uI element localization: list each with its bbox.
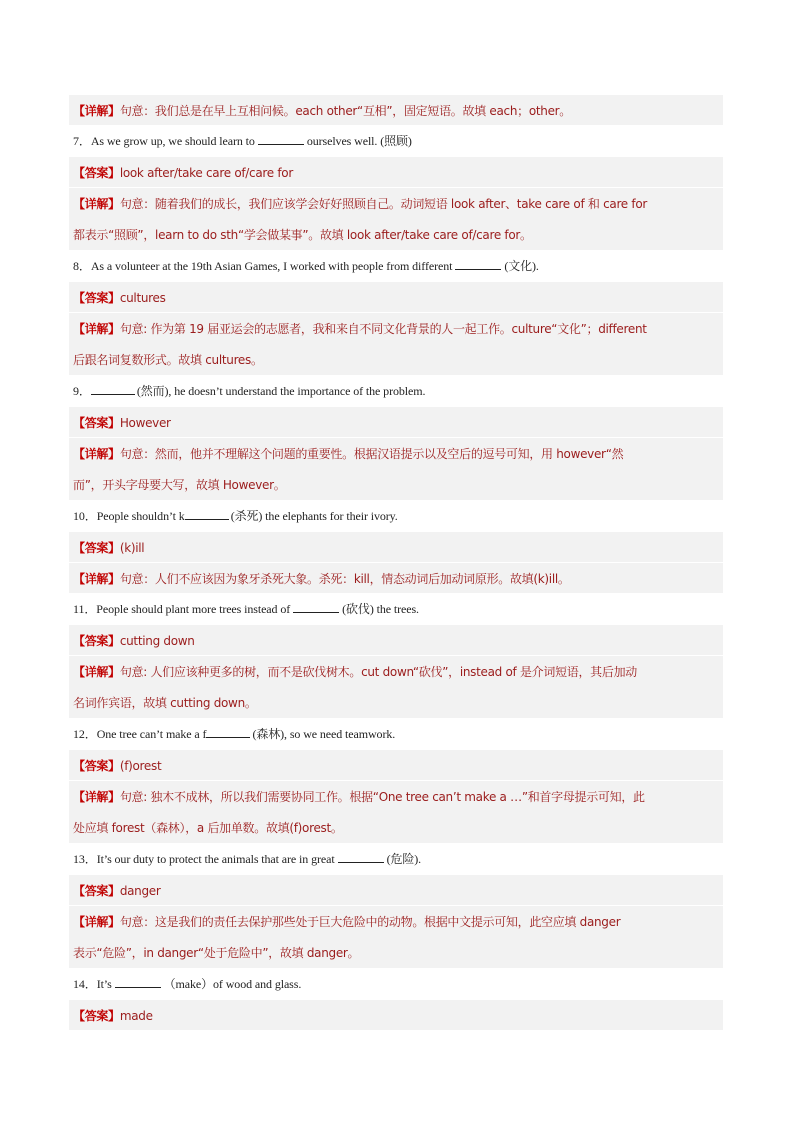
answer-line: [73, 1008, 153, 1024]
detail-tag: 【详解】: [73, 104, 120, 118]
question-number: 9．: [73, 384, 91, 398]
question-14: 14．It’s （make）of wood and glass.: [73, 977, 302, 991]
answer-blank: [115, 977, 161, 988]
detail-tag: 【详解】: [73, 447, 120, 461]
answer-tag: 【答案】: [73, 1009, 120, 1023]
answer-text: danger: [119, 884, 161, 898]
detail-text: 句意: 作为第 19 届亚运会的志愿者，我和来自不同文化背景的人一起工作。culture“文化”；different: [119, 322, 647, 336]
detail-line-2: 表示“危险”，in danger“处于危险中”，故填 danger。: [73, 946, 360, 960]
question-number: 7．: [73, 134, 91, 148]
detail-line-2: 而”，开头字母要大写，故填 However。: [73, 478, 286, 492]
question-number: 10．: [73, 509, 97, 523]
answer-line: [73, 633, 195, 649]
answer-tag: 【答案】: [73, 291, 120, 305]
detail-line: [73, 914, 620, 930]
answer-text: However: [119, 416, 171, 430]
answer-blank: [258, 134, 304, 145]
answer-blank: [185, 509, 229, 520]
answer-text: cultures: [119, 291, 166, 305]
answer-blank: [338, 852, 384, 863]
answer-box-8: [69, 282, 723, 312]
detail-line-2: 后跟名词复数形式。故填 cultures。: [73, 353, 263, 367]
question-number: 11．: [73, 602, 97, 616]
answer-blank: [206, 727, 250, 738]
question-number: 8．: [73, 259, 91, 273]
answer-text: (f)orest: [119, 759, 162, 773]
detail-line: [73, 103, 571, 119]
answer-box-13: [69, 875, 723, 905]
detail-text: 句意：人们不应该因为象牙杀死大象。杀死：kill，情态动词后加动词原形。故填(k)ill。: [119, 572, 570, 586]
answer-line: [73, 165, 293, 181]
answer-blank: [293, 602, 339, 613]
detail-line: [73, 571, 570, 587]
answer-line: [73, 883, 161, 899]
detail-tag: 【详解】: [73, 572, 120, 586]
answer-tag: 【答案】: [73, 634, 120, 648]
answer-text: (k)ill: [119, 541, 145, 555]
detail-line-2: 都表示“照顾”，learn to do sth“学会做某事”。故填 look after/take care of/care for。: [73, 228, 532, 242]
detail-line: [73, 196, 647, 212]
detail-text: 句意：随着我们的成长，我们应该学会好好照顾自己。动词短语 look after、take care of 和 care for: [119, 197, 648, 211]
detail-tag: 【详解】: [73, 197, 120, 211]
answer-text: made: [119, 1009, 153, 1023]
detail-text: 句意: 独木不成林，所以我们需要协同工作。根据“One tree can’t make a …”和首字母提示可知，此: [119, 790, 645, 804]
detail-line: [73, 664, 637, 680]
detail-tag: 【详解】: [73, 790, 120, 804]
answer-blank: [455, 259, 501, 270]
answer-line: [73, 290, 166, 306]
answer-tag: 【答案】: [73, 541, 120, 555]
answer-line: [73, 758, 161, 774]
question-7: 7．As we grow up, we should learn to ourselves well. (照顾): [73, 134, 412, 148]
detail-text: 句意: 人们应该种更多的树，而不是砍伐树木。cut down“砍伐”，instead of 是介词短语，其后加动: [119, 665, 637, 679]
answer-tag: 【答案】: [73, 166, 120, 180]
answer-text: cutting down: [119, 634, 195, 648]
detail-tag: 【详解】: [73, 322, 120, 336]
detail-tag: 【详解】: [73, 915, 120, 929]
detail-text: 句意：我们总是在早上互相问候。each other“互相”，固定短语。故填 each；other。: [119, 104, 571, 118]
detail-line-2: 名词作宾语，故填 cutting down。: [73, 696, 257, 710]
detail-line: [73, 446, 623, 462]
answer-blank: [91, 384, 135, 395]
detail-line-2: 处应填 forest（森林），a 后加单数。故填(f)orest。: [73, 821, 343, 835]
question-number: 13．: [73, 852, 97, 866]
question-12: 12．One tree can’t make a f (森林), so we need teamwork.: [73, 727, 396, 741]
detail-text: 句意：这是我们的责任去保护那些处于巨大危险中的动物。根据中文提示可知，此空应填 danger: [119, 915, 621, 929]
answer-box-14: [69, 1000, 723, 1030]
question-8: 8．As a volunteer at the 19th Asian Games, I worked with people from different (文化).: [73, 259, 539, 273]
answer-line: [73, 415, 171, 431]
question-number: 14．: [73, 977, 97, 991]
answer-line: [73, 540, 144, 556]
detail-line: [73, 789, 645, 805]
answer-box-10: [69, 532, 723, 562]
answer-box-12: [69, 750, 723, 780]
answer-tag: 【答案】: [73, 884, 120, 898]
question-11: 11．People should plant more trees instead of (砍伐) the trees.: [73, 602, 419, 616]
question-9: 9． (然而), he doesn’t understand the importance of the problem.: [73, 384, 426, 398]
question-number: 12．: [73, 727, 97, 741]
answer-tag: 【答案】: [73, 416, 120, 430]
detail-tag: 【详解】: [73, 665, 120, 679]
answer-text: look after/take care of/care for: [119, 166, 293, 180]
question-10: 10．People shouldn’t k (杀死) the elephants for their ivory.: [73, 509, 398, 523]
question-13: 13．It’s our duty to protect the animals that are in great (危险).: [73, 852, 422, 866]
detail-text: 句意：然而，他并不理解这个问题的重要性。根据汉语提示以及空后的逗号可知，用 however“然: [119, 447, 624, 461]
detail-line: [73, 321, 647, 337]
answer-tag: 【答案】: [73, 759, 120, 773]
